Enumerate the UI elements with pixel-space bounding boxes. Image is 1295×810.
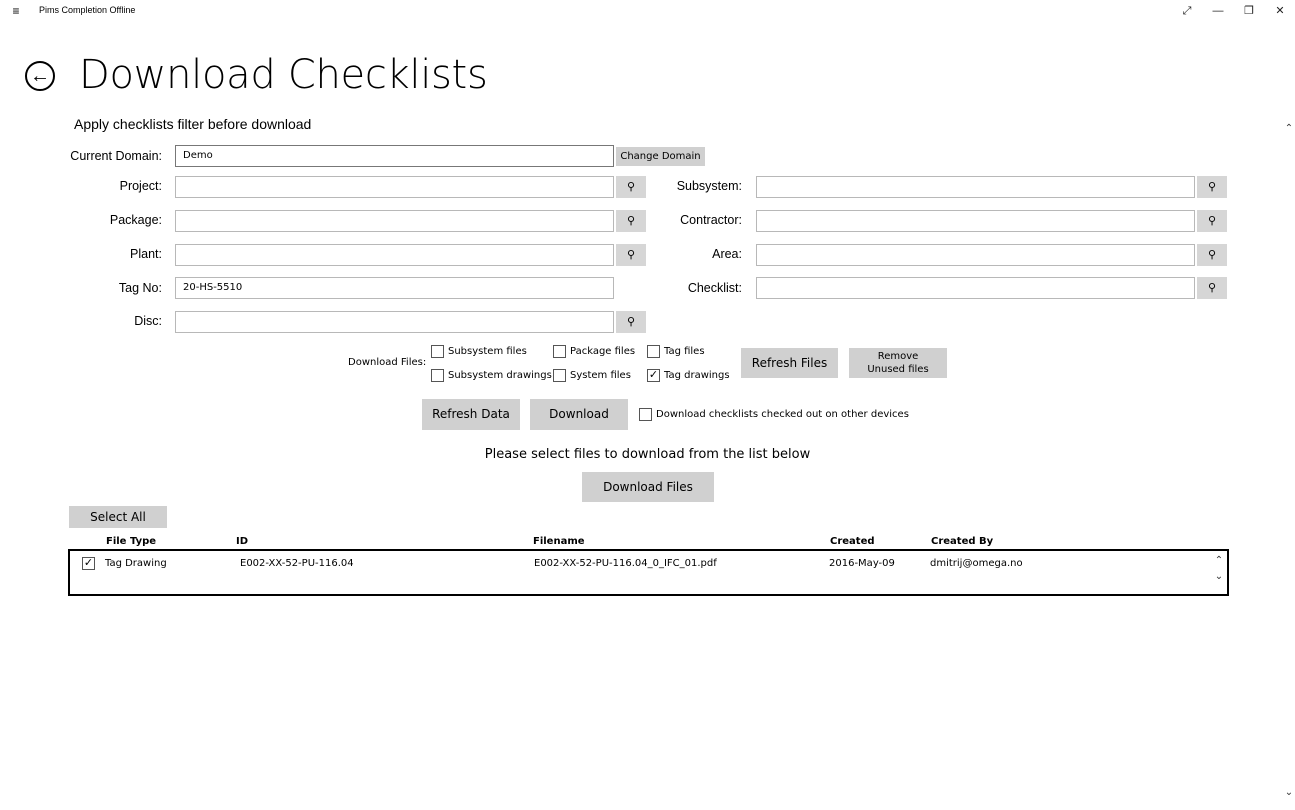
remove-unused-line1: Remove (877, 351, 919, 362)
contractor-search-icon[interactable]: ⚲ (1197, 210, 1227, 232)
page-title: Download Checklists (79, 52, 488, 98)
package-label: Package: (109, 213, 162, 227)
row-created: 2016-May-09 (829, 558, 895, 569)
package-files-checkbox[interactable] (553, 345, 566, 358)
title-bar (0, 0, 1295, 22)
area-search-icon[interactable]: ⚲ (1197, 244, 1227, 266)
page-scroll-up-icon[interactable]: ⌃ (1284, 123, 1294, 134)
fullscreen-icon[interactable]: ⤢ (1182, 5, 1192, 17)
column-header-file-type: File Type (106, 536, 157, 547)
project-label: Project: (119, 179, 162, 193)
system-files-checkbox[interactable] (553, 369, 566, 382)
file-selection-instruction: Please select files to download from the list below (484, 447, 811, 462)
tag-no-label: Tag No: (118, 281, 162, 295)
subsystem-drawings-checkbox[interactable] (431, 369, 444, 382)
subsystem-label: Subsystem: (676, 179, 742, 193)
download-files-label: Download Files: (348, 357, 427, 368)
subsystem-field[interactable] (756, 176, 1195, 198)
select-all-button[interactable]: Select All (69, 506, 167, 528)
checklist-label: Checklist: (687, 281, 742, 295)
refresh-data-button[interactable]: Refresh Data (422, 399, 520, 430)
table-row[interactable] (70, 553, 1215, 573)
checklist-search-icon[interactable]: ⚲ (1197, 277, 1227, 299)
area-label: Area: (712, 247, 742, 261)
column-header-created: Created (830, 536, 875, 547)
app-title: Pims Completion Offline (39, 5, 136, 15)
contractor-field[interactable] (756, 210, 1195, 232)
project-field[interactable] (175, 176, 614, 198)
subsystem-files-label: Subsystem files (448, 346, 527, 357)
page-scroll-down-icon[interactable]: ⌄ (1284, 787, 1294, 798)
tag-files-label: Tag files (664, 346, 705, 357)
disc-search-icon[interactable]: ⚲ (616, 311, 646, 333)
tag-no-field[interactable]: 20-HS-5510 (175, 277, 614, 299)
list-scroll-down-icon[interactable]: ⌄ (1214, 571, 1224, 582)
close-icon[interactable]: ✕ (1275, 5, 1285, 17)
download-files-button[interactable]: Download Files (582, 472, 714, 502)
file-list[interactable] (68, 549, 1229, 596)
subsystem-search-icon[interactable]: ⚲ (1197, 176, 1227, 198)
hamburger-menu-icon[interactable]: ≡ (12, 4, 20, 18)
disc-label: Disc: (134, 314, 162, 328)
list-scroll-up-icon[interactable]: ⌃ (1214, 555, 1224, 566)
page-scrollbar[interactable] (1284, 115, 1294, 805)
column-header-created-by: Created By (931, 536, 994, 547)
tag-drawings-checkbox[interactable]: ✓ (648, 369, 659, 381)
column-header-id: ID (236, 536, 249, 547)
row-filename: E002-XX-52-PU-116.04_0_IFC_01.pdf (534, 558, 717, 569)
subsystem-drawings-label: Subsystem drawings (448, 370, 552, 381)
row-checkbox[interactable]: ✓ (83, 557, 94, 569)
restore-icon[interactable]: ❐ (1244, 5, 1254, 17)
minimize-icon[interactable]: — (1212, 5, 1224, 17)
checked-out-label: Download checklists checked out on other devices (656, 409, 909, 420)
current-domain-label: Current Domain: (70, 149, 162, 163)
package-files-label: Package files (570, 346, 636, 357)
change-domain-button[interactable]: Change Domain (616, 147, 705, 166)
checked-out-checkbox[interactable] (639, 408, 652, 421)
back-arrow-icon[interactable]: ← (25, 61, 55, 91)
page-subtitle: Apply checklists filter before download (74, 116, 312, 132)
column-header-filename: Filename (533, 536, 585, 547)
remove-unused-line2: Unused files (867, 364, 929, 375)
tag-drawings-label: Tag drawings (664, 370, 730, 381)
row-file-type: Tag Drawing (105, 558, 167, 569)
tag-files-checkbox[interactable] (647, 345, 660, 358)
package-field[interactable] (175, 210, 614, 232)
refresh-files-label: Refresh Files (751, 356, 828, 370)
download-button[interactable]: Download (530, 399, 628, 430)
plant-field[interactable] (175, 244, 614, 266)
subsystem-files-checkbox[interactable] (431, 345, 444, 358)
contractor-label: Contractor: (680, 213, 742, 227)
remove-unused-files-button[interactable] (849, 348, 947, 378)
project-search-icon[interactable]: ⚲ (616, 176, 646, 198)
plant-search-icon[interactable]: ⚲ (616, 244, 646, 266)
disc-field[interactable] (175, 311, 614, 333)
plant-label: Plant: (130, 247, 162, 261)
package-search-icon[interactable]: ⚲ (616, 210, 646, 232)
refresh-files-button[interactable] (741, 348, 838, 378)
row-created-by: dmitrij@omega.no (930, 558, 1023, 569)
row-id: E002-XX-52-PU-116.04 (240, 558, 354, 569)
checklist-field[interactable] (756, 277, 1195, 299)
system-files-label: System files (570, 370, 631, 381)
current-domain-field[interactable]: Demo (175, 145, 614, 167)
area-field[interactable] (756, 244, 1195, 266)
